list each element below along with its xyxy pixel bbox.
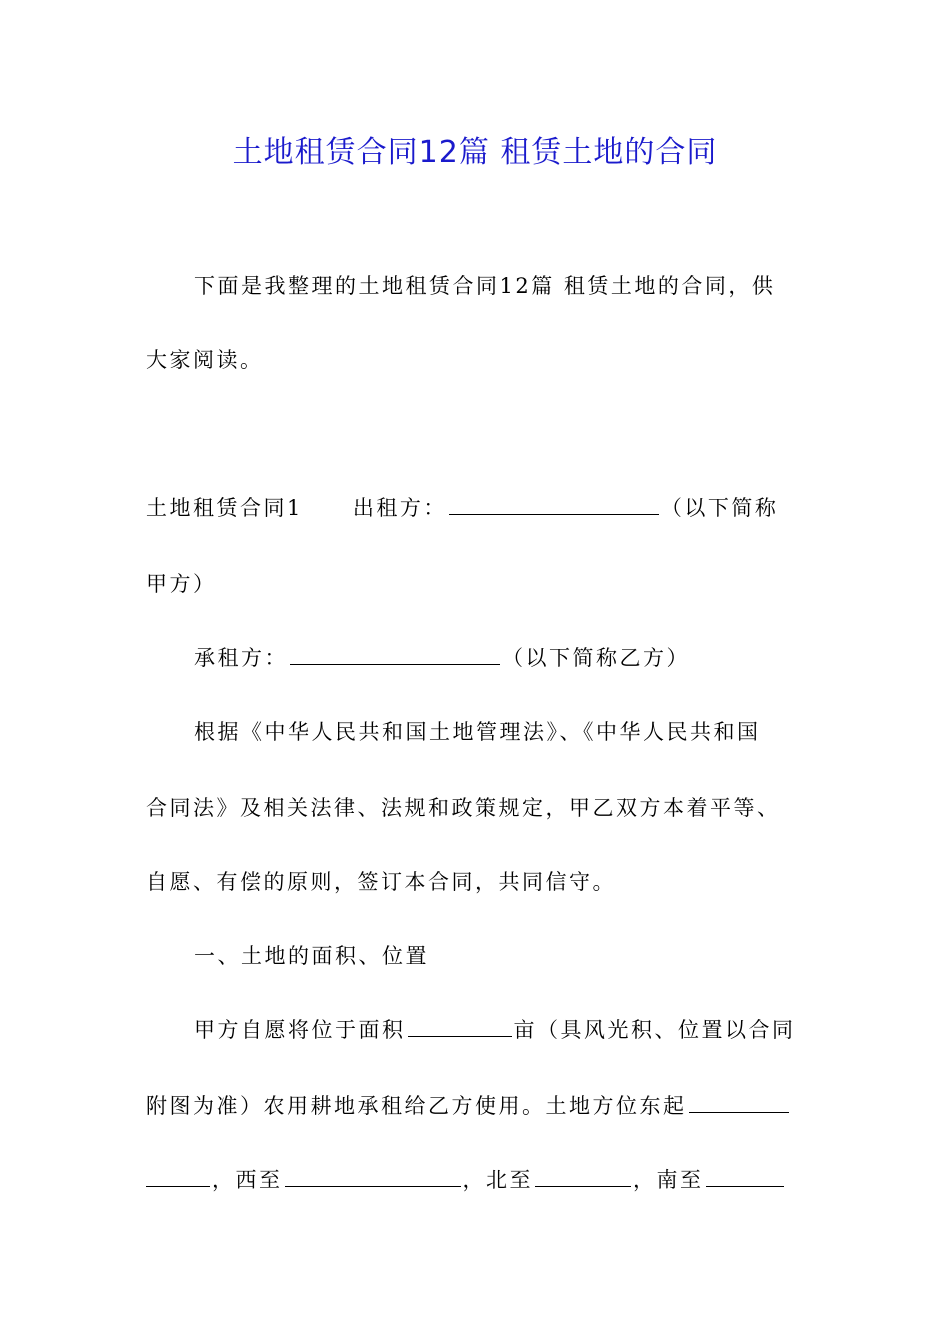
south-blank[interactable] [706, 1164, 784, 1187]
lessor-suffix-line: 甲方） [146, 572, 217, 596]
para1-line-3: 自愿、有偿的原则，签订本合同，共同信守。 [146, 870, 616, 894]
para1-line-2: 合同法》及相关法律、法规和政策规定，甲乙双方本着平等、 [146, 796, 781, 820]
lessor-suffix: （以下简称 [660, 496, 779, 520]
north-blank[interactable] [535, 1164, 631, 1187]
north-label: ，北至 [462, 1168, 533, 1192]
lessee-label: 承租方： [194, 646, 288, 670]
clause1-text-b: 亩（具风光积、位置以合同 [513, 1018, 796, 1042]
east-blank-cont[interactable] [146, 1164, 210, 1187]
lessor-line [146, 490, 806, 526]
intro-line-1: 下面是我整理的土地租赁合同12篇 租赁土地的合同，供 [194, 274, 776, 298]
area-blank[interactable] [408, 1014, 512, 1037]
west-label: ，西至 [212, 1168, 283, 1192]
clause1-line-1 [146, 1012, 806, 1048]
clause1-line-3 [146, 1162, 806, 1198]
lessee-line [146, 640, 806, 676]
clause1-heading: 一、土地的面积、位置 [194, 944, 429, 968]
clause1-text-a: 甲方自愿将位于面积 [194, 1018, 406, 1042]
document-title: 土地租赁合同12篇 租赁土地的合同 [232, 135, 718, 170]
lessee-blank[interactable] [290, 642, 500, 665]
section-heading: 土地租赁合同1 [146, 496, 303, 520]
para1-line-1: 根据《中华人民共和国土地管理法》、《中华人民共和国 [194, 720, 761, 744]
east-blank[interactable] [689, 1090, 789, 1113]
clause1-text-c: 附图为准）农用耕地承租给乙方使用。土地方位东起 [146, 1094, 687, 1118]
clause1-line-2 [146, 1088, 806, 1124]
intro-line-2: 大家阅读。 [146, 348, 264, 372]
lessor-label: 出租方： [352, 496, 447, 520]
lessee-suffix: （以下简称乙方） [502, 646, 690, 670]
west-blank[interactable] [285, 1164, 461, 1187]
lessor-blank[interactable] [449, 492, 659, 515]
south-label: ，南至 [633, 1168, 704, 1192]
